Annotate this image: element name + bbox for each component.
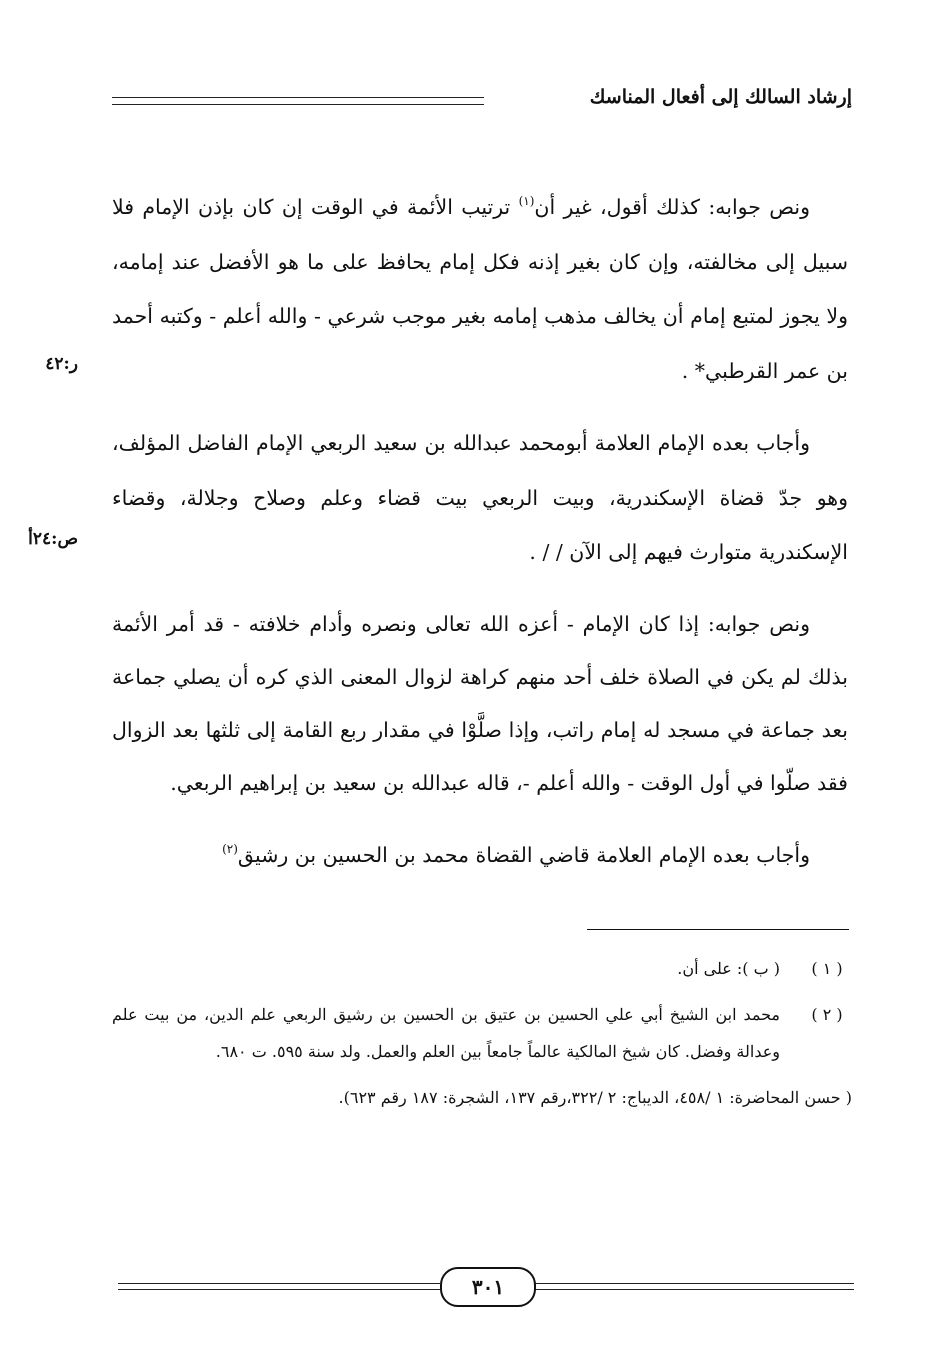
paragraph-text: ونص جوابه: كذلك أقول، غير أن	[534, 195, 810, 219]
header-rule	[112, 97, 484, 105]
footnote-separator	[587, 929, 849, 930]
footnote-text: ( ب ): على أن.	[677, 959, 780, 978]
footnote-number: ( ١ )	[811, 959, 843, 978]
page-number: ٣٠١	[440, 1267, 536, 1307]
footnote	[112, 950, 852, 988]
margin-page-ref: ر:٤٢	[45, 354, 78, 374]
paragraph	[112, 180, 848, 398]
footnote	[112, 996, 852, 1071]
paragraph	[112, 828, 848, 883]
running-header	[112, 86, 852, 116]
margin-page-ref: ص:٢٤أ	[28, 529, 78, 549]
footer-rule	[118, 1283, 440, 1290]
paragraph-text: ترتيب الأئمة في الوقت إن كان بإذن الإمام فلا سبيل إلى مخالفته، وإن كان بغير إذنه فكل إمام يحافظ على ما هو الأفضل عند إمامه، ولا يجوز لمتبع إمام أن يخالف مذهب إمامه بغير موجب شرعي - والله أعلم - وكتبه أحمد بن عمر القرطبي* .	[112, 195, 848, 383]
paragraph: وأجاب بعده الإمام العلامة أبومحمد عبدالله بن سعيد الربعي الإمام الفاضل المؤلف، وهو جدّ قضاة الإسكندرية، وبيت الربعي بيت قضاء وعلم وصلاح وجلالة، وقضاء الإسكندرية متوارث فيهم إلى الآن / / .	[112, 431, 848, 564]
page-footer	[118, 1267, 854, 1307]
footnote-ref[interactable]: (١)	[518, 194, 535, 208]
main-text	[112, 180, 848, 900]
footer-rule	[532, 1283, 854, 1290]
footnote-sources: ( حسن المحاضرة: ١ /٤٥٨، الديباج: ٢ /٣٢٢،رقم ١٣٧، الشجرة: ١٨٧ رقم ٦٢٣).	[338, 1087, 852, 1107]
footnote-text: محمد ابن الشيخ أبي علي الحسين بن عتيق بن الحسين بن رشيق الربعي علم الدين، من بيت علم وعدالة وفضل. كان شيخ المالكية عالماً جامعاً بين العلم والعمل. ولد سنة ٥٩٥. ت ٦٨٠.	[112, 1004, 780, 1061]
book-title: إرشاد السالك إلى أفعال المناسك	[589, 86, 852, 108]
footnote-ref[interactable]: (٢)	[222, 841, 238, 856]
paragraph-text: وأجاب بعده الإمام العلامة قاضي القضاة محمد بن الحسين بن رشيق	[237, 842, 810, 867]
footnote-number: ( ٢ )	[811, 1004, 843, 1024]
footnotes	[112, 950, 852, 1116]
paragraph: ونص جوابه: إذا كان الإمام - أعزه الله تعالى ونصره وأدام خلافته - قد أمر الأئمة بذلك لم يكن في الصلاة خلف أحد منهم كراهة لزوال المعنى الذي كره أن يصلي جماعة بعد جماعة في مسجد له إمام راتب، وإذا صلَّوْا في مقدار ربع القامة إلى ثلثها بعد الزوال فقد صلّوا في أول الوقت - والله أعلم -، قاله عبدالله بن سعيد بن إبراهيم الربعي.	[112, 611, 848, 795]
